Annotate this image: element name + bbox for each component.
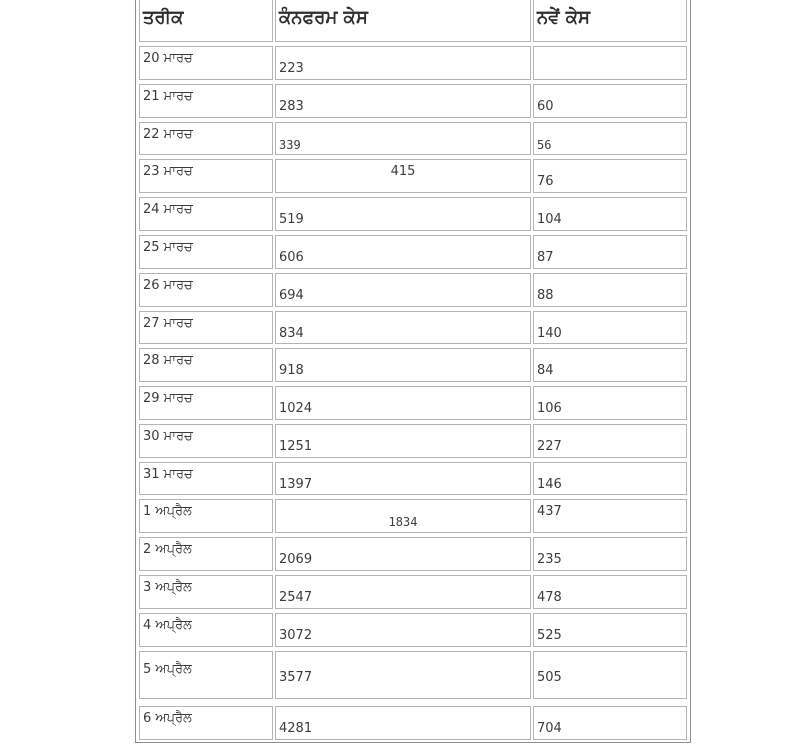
date-cell: 4 ਅਪ੍ਰੈਲ [139, 613, 273, 647]
confirmed-cell: 2069 [275, 537, 531, 571]
confirmed-cell: 694 [275, 273, 531, 307]
table-row [136, 384, 690, 422]
new-cases-cell: 140 [533, 311, 687, 344]
new-cases-cell: 87 [533, 235, 687, 269]
new-cases-cell [533, 46, 687, 80]
table-row [136, 195, 690, 233]
table-row [136, 649, 690, 701]
new-cases-cell: 525 [533, 613, 687, 647]
confirmed-cell: 1834 [275, 499, 531, 533]
date-cell: 31 ਮਾਰਚ [139, 462, 273, 495]
date-cell: 22 ਮਾਰਚ [139, 122, 273, 155]
covid-cases-table [135, 0, 691, 743]
date-cell: 29 ਮਾਰਚ [139, 386, 273, 420]
header-new-cases: ਨਵੇਂ ਕੇਸ [533, 0, 687, 42]
new-cases-cell: 704 [533, 706, 687, 740]
confirmed-cell: 4281 [275, 706, 531, 740]
confirmed-cell: 606 [275, 235, 531, 269]
table-row [136, 611, 690, 649]
table-row [136, 460, 690, 497]
confirmed-cell: 3577 [275, 651, 531, 699]
table-row [136, 309, 690, 346]
new-cases-cell: 88 [533, 273, 687, 307]
date-cell: 1 ਅਪ੍ਰੈਲ [139, 499, 273, 533]
table-row [136, 497, 690, 535]
table-row [136, 701, 690, 742]
confirmed-cell: 1024 [275, 386, 531, 420]
confirmed-cell: 1251 [275, 424, 531, 458]
table-row [136, 271, 690, 309]
table-row [136, 44, 690, 82]
new-cases-cell: 235 [533, 537, 687, 571]
header-confirmed-cases: ਕੰਨਫਰਮ ਕੇਸ [275, 0, 531, 42]
new-cases-cell: 146 [533, 462, 687, 495]
new-cases-cell: 60 [533, 84, 687, 118]
date-cell: 23 ਮਾਰਚ [139, 159, 273, 193]
confirmed-cell: 1397 [275, 462, 531, 495]
table-row [136, 82, 690, 120]
confirmed-cell: 283 [275, 84, 531, 118]
table-row [136, 233, 690, 271]
table-row [136, 535, 690, 573]
table-row [136, 422, 690, 460]
confirmed-cell: 223 [275, 46, 531, 80]
date-cell: 24 ਮਾਰਚ [139, 197, 273, 231]
date-cell: 30 ਮਾਰਚ [139, 424, 273, 458]
new-cases-cell: 505 [533, 651, 687, 699]
new-cases-cell: 106 [533, 386, 687, 420]
confirmed-cell: 918 [275, 348, 531, 382]
new-cases-cell: 104 [533, 197, 687, 231]
new-cases-cell: 56 [533, 122, 687, 155]
table-row [136, 157, 690, 195]
table-header-row [136, 0, 690, 44]
date-cell: 3 ਅਪ੍ਰੈਲ [139, 575, 273, 609]
confirmed-cell: 2547 [275, 575, 531, 609]
date-cell: 20 ਮਾਰਚ [139, 46, 273, 80]
date-cell: 26 ਮਾਰਚ [139, 273, 273, 307]
header-date: ਤਰੀਕ [139, 0, 273, 42]
new-cases-cell: 227 [533, 424, 687, 458]
confirmed-cell: 519 [275, 197, 531, 231]
table-row [136, 120, 690, 157]
confirmed-cell: 3072 [275, 613, 531, 647]
confirmed-cell: 415 [275, 159, 531, 193]
date-cell: 27 ਮਾਰਚ [139, 311, 273, 344]
date-cell: 5 ਅਪ੍ਰੈਲ [139, 651, 273, 699]
date-cell: 6 ਅਪ੍ਰੈਲ [139, 706, 273, 740]
table-row [136, 573, 690, 611]
date-cell: 21 ਮਾਰਚ [139, 84, 273, 118]
table-row [136, 346, 690, 384]
date-cell: 28 ਮਾਰਚ [139, 348, 273, 382]
new-cases-cell: 437 [533, 499, 687, 533]
date-cell: 2 ਅਪ੍ਰੈਲ [139, 537, 273, 571]
new-cases-cell: 84 [533, 348, 687, 382]
new-cases-cell: 76 [533, 159, 687, 193]
new-cases-cell: 478 [533, 575, 687, 609]
date-cell: 25 ਮਾਰਚ [139, 235, 273, 269]
confirmed-cell: 834 [275, 311, 531, 344]
confirmed-cell: 339 [275, 122, 531, 155]
